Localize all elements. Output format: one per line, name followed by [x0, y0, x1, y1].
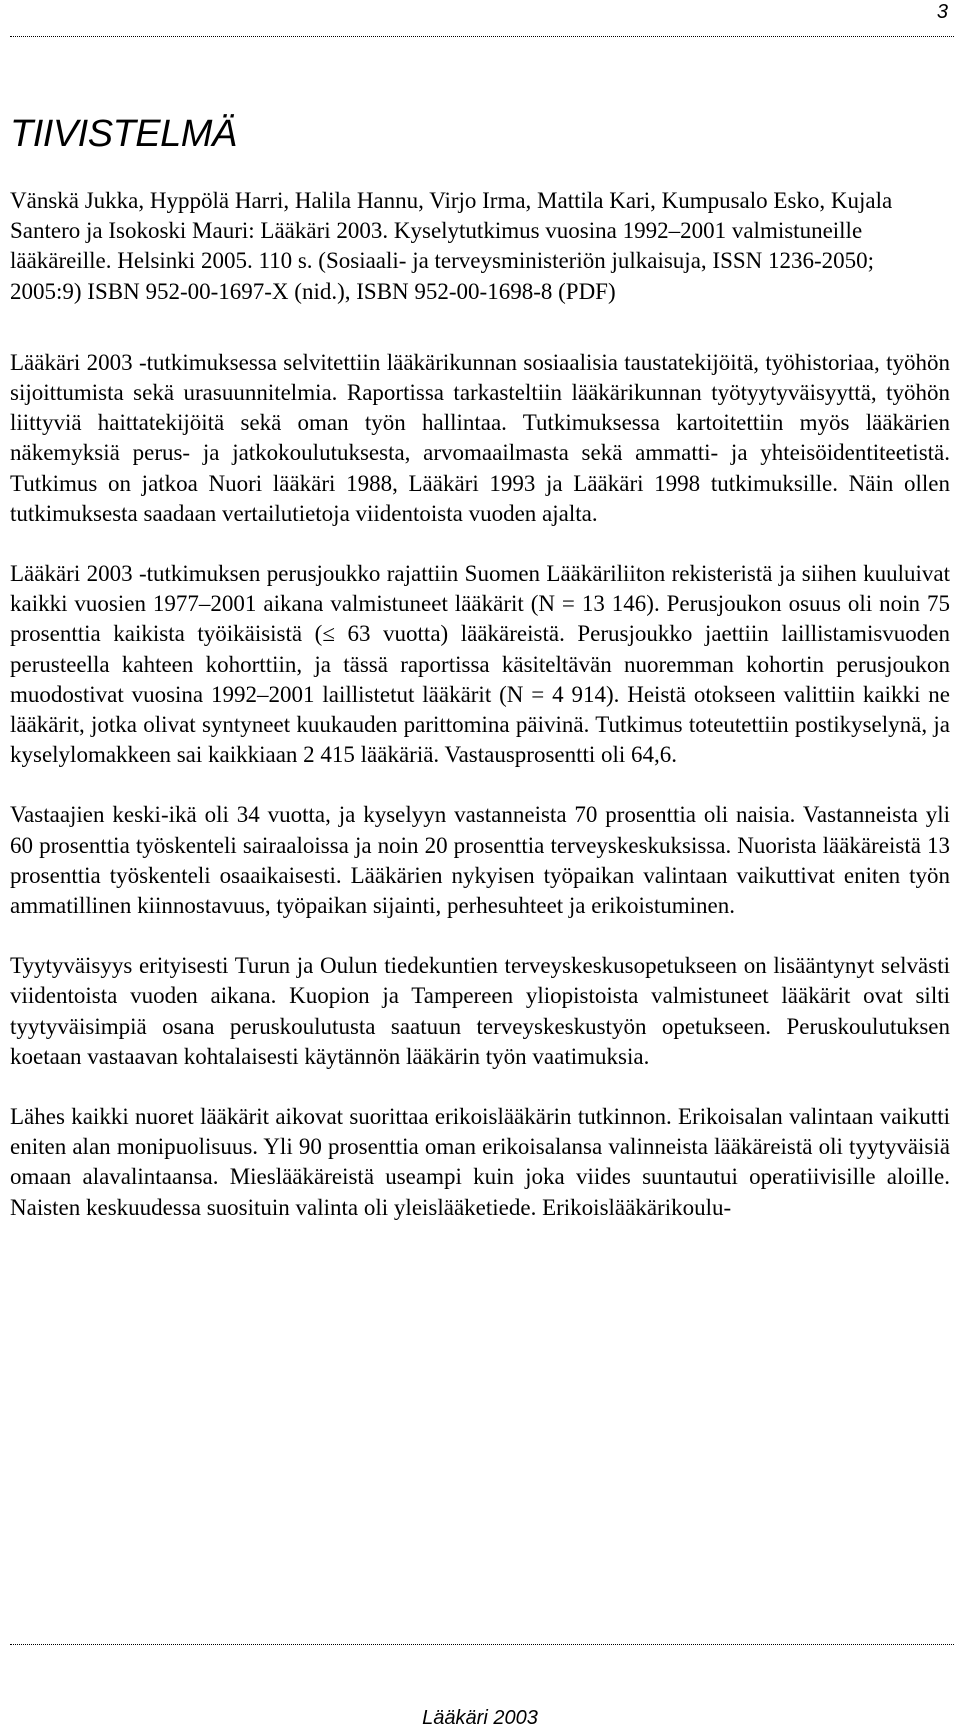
page-number: 3: [936, 1, 948, 23]
footer-title: Lääkäri 2003: [422, 1707, 538, 1729]
header-divider: [10, 36, 954, 37]
paragraph-satisfaction: Tyytyväisyys erityisesti Turun ja Oulun tiedekuntien terveyskeskusopetukseen on lisääntynyt selvästi viidentoista vuoden aikana. Kuopion ja Tampereen yliopistoista valmistuneet lääkärit ovat silti tyytyväisimpiä osana peruskoulutusta saatuun terveyskeskustyön opetukseen. Peruskoulutuksen koetaan vastaavan kohtalaisesti käytännön lääkärin työn vaatimuksia.: [10, 953, 950, 1069]
paragraph-study-overview: Lääkäri 2003 -tutkimuksessa selvitettiin lääkärikunnan sosiaalisia taustatekijöitä, työhistoriaa, työhön sijoittumista sekä urasuunnitelmia. Raportissa tarkasteltiin lääkärikunnan työtyytyväisyyttä, työhön liittyviä haittatekijöitä sekä oman työn hallintaa. Tutkimuksessa kartoitettiin myös lääkärien näkemyksiä perus- ja jatkokoulutuksesta, arvomaailmasta sekä ammatti- ja yhteisöidentiteetistä. Tutkimus on jatkoa Nuori lääkäri 1988, Lääkäri 1993 ja Lääkäri 1998 tutkimuksille. Näin ollen tutkimuksesta saadaan vertailutietoja viidentoista vuoden ajalta.: [10, 349, 950, 526]
paragraph-population-sample: Lääkäri 2003 -tutkimuksen perusjoukko rajattiin Suomen Lääkäriliiton rekisteristä ja siihen kuuluivat kaikki vuosien 1977–2001 aikana valmistuneet lääkärit (N = 13 146). Perusjoukon osuus oli noin 75 prosenttia kaikista työikäisistä (≤ 63 vuotta) lääkäreistä. Perusjoukko jaettiin laillistamisvuoden perusteella kahteen kohorttiin, ja tässä raportissa käsiteltävän nuoremman kohortin perusjoukon muodostivat vuosina 1992–2001 laillistetut lääkärit (N = 4 914). Heistä otokseen valittiin kaikki ne lääkärit, jotka olivat syntyneet kuukauden parittomina päivinä. Tutkimus toteutettiin postikyselynä, ja kyselylomakkeen sai kaikkiaan 2 415 lääkäriä. Vastausprosentti oli 64,6.: [10, 561, 950, 768]
footer-divider: [10, 1644, 954, 1645]
page-title: TIIVISTELMÄ: [10, 113, 237, 155]
bibliographic-citation: Vänskä Jukka, Hyppölä Harri, Halila Hannu, Virjo Irma, Mattila Kari, Kumpusalo Esko, Kujala Santero ja Isokoski Mauri: Lääkäri 2003. Kyselytutkimus vuosina 1992–2001 valmistuneille lääkäreille. Helsinki 2005. 110 s. (Sosiaali- ja terveysministeriön julkaisuja, ISSN 1236-2050; 2005:9) ISBN 952-00-1697-X (nid.), ISBN 952-00-1698-8 (PDF): [10, 188, 893, 304]
paragraph-specialization: Lähes kaikki nuoret lääkärit aikovat suorittaa erikoislääkärin tutkinnon. Erikoisalan valintaan vaikutti eniten alan monipuolisuus. Yli 90 prosenttia oman erikoisalansa valinneista lääkäreistä oli tyytyväisiä omaan alavalintaansa. Mieslääkäreistä useampi kuin joka viides suuntautui operatiivisille aloille. Naisten keskuudessa suosituin valinta oli yleislääketiede. Erikoislääkärikoulu-: [10, 1104, 950, 1220]
document-body: [10, 186, 950, 1253]
paragraph-respondents: Vastaajien keski-ikä oli 34 vuotta, ja kyselyyn vastanneista 70 prosenttia oli naisia. Vastanneista yli 60 prosenttia työskenteli sairaaloissa ja noin 20 prosenttia terveyskeskuksissa. Nuorista lääkäreistä 13 prosenttia työskenteli osaaikaisesti. Lääkärien nykyisen työpaikan valintaan vaikuttivat eniten työn ammatillinen kiinnostavuus, työpaikan sijainti, perhesuhteet ja erikoistuminen.: [10, 802, 950, 919]
